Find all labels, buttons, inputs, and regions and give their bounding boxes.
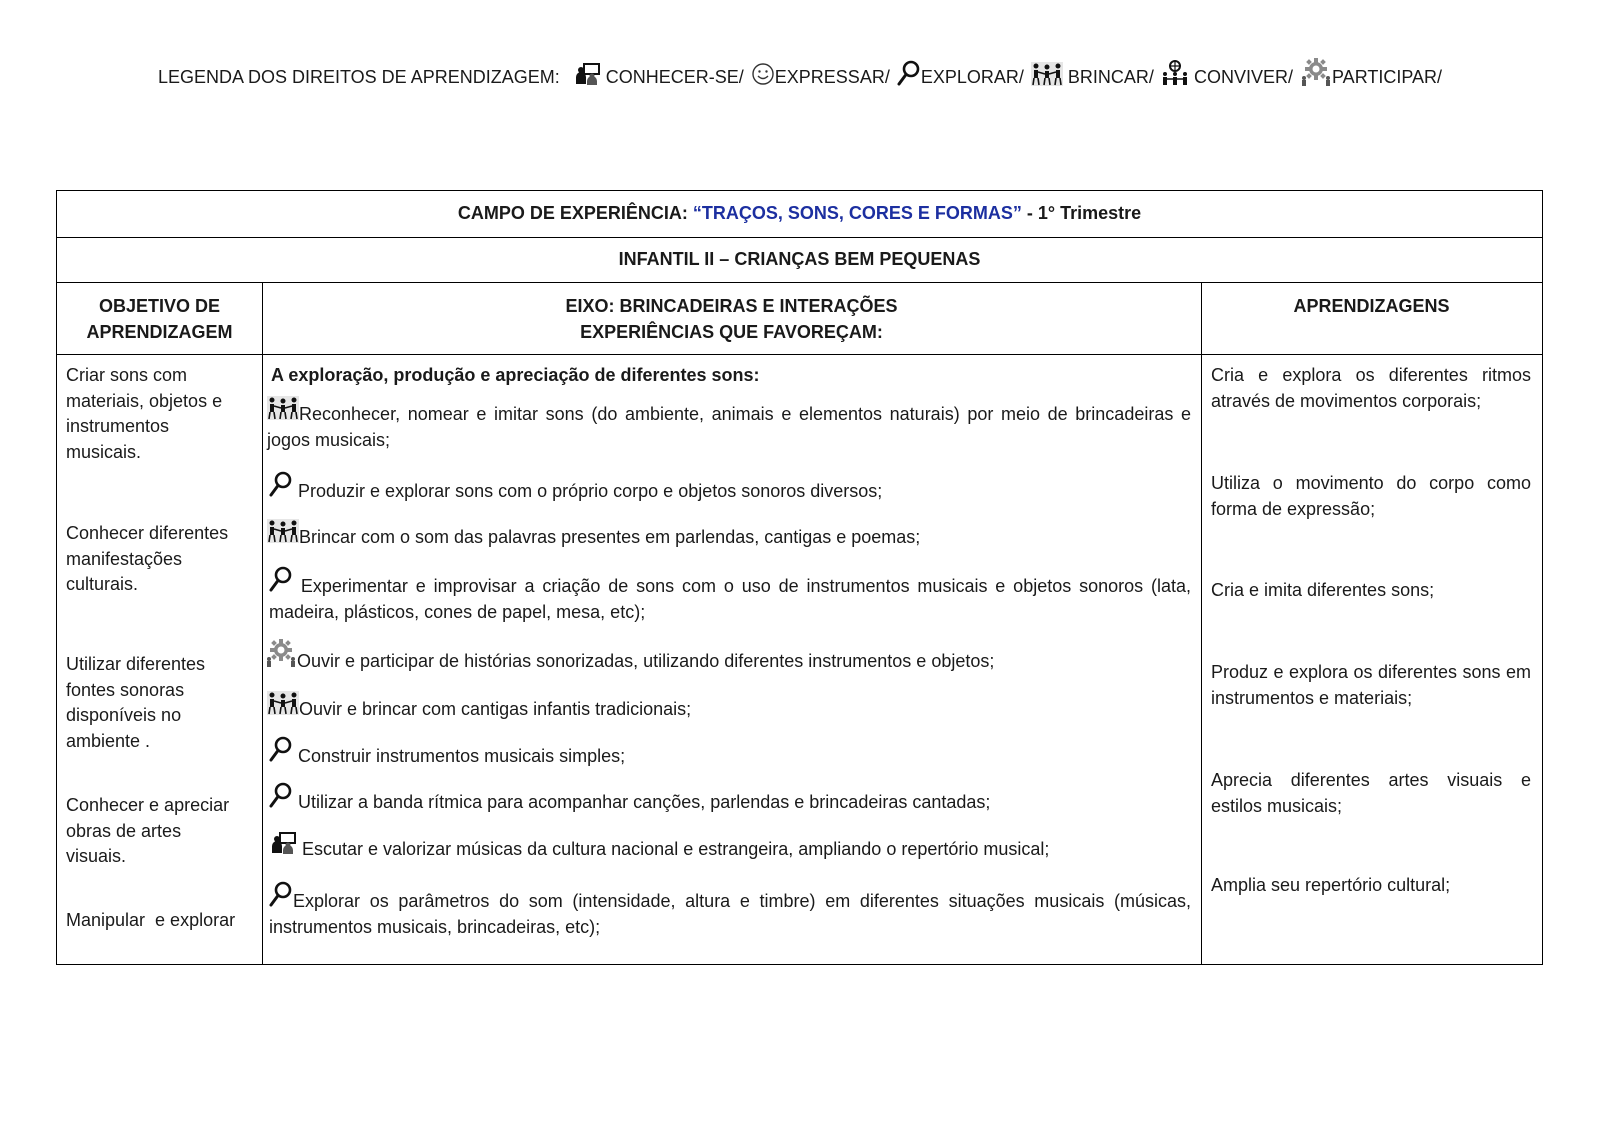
objetivo-item: Manipular e explorar bbox=[66, 910, 236, 930]
aprendizagem-item: Cria e explora os diferentes ritmos através de movimentos corporais; bbox=[1211, 365, 1531, 411]
eixo-header-line: EIXO: BRINCADEIRAS E INTERAÇÕES bbox=[565, 296, 898, 316]
aprendizagem-item: Produz e explora os diferentes sons em instrumentos e materiais; bbox=[1211, 662, 1531, 708]
experiencia-item bbox=[269, 471, 1191, 505]
playing-children-icon bbox=[267, 396, 299, 420]
experiencia-item bbox=[271, 831, 1191, 863]
experiencia-item bbox=[269, 782, 1191, 816]
magnifier-icon bbox=[269, 736, 293, 762]
playing-children-icon bbox=[1031, 62, 1063, 86]
smiley-icon bbox=[751, 62, 775, 86]
legend-item-explorar bbox=[897, 60, 1024, 88]
legend-item-conviver bbox=[1161, 60, 1293, 88]
aprendizagem-item: Amplia seu repertório cultural; bbox=[1211, 875, 1451, 895]
campo-prefix: CAMPO DE EXPERIÊNCIA: bbox=[457, 203, 693, 223]
magnifier-icon bbox=[269, 782, 293, 808]
experiencia-item bbox=[267, 691, 1191, 723]
experiencia-text: Construir instrumentos musicais simples; bbox=[298, 746, 626, 766]
legend-label: EXPLORAR/ bbox=[920, 67, 1024, 87]
gear-people-icon bbox=[265, 639, 297, 667]
gear-people-icon bbox=[1300, 58, 1332, 86]
experiencias-title-text: A exploração, produção e apreciação de diferentes sons: bbox=[271, 365, 760, 385]
experiencia-item bbox=[269, 736, 1191, 770]
aprendizagem-item: Utiliza o movimento do corpo como forma de expressão; bbox=[1211, 473, 1531, 519]
legend-label: CONVIVER/ bbox=[1193, 67, 1293, 87]
eixo-header-line: EXPERIÊNCIAS QUE FAVOREÇAM: bbox=[580, 322, 883, 342]
experiencia-text: Brincar com o som das palavras presentes em parlendas, cantigas e poemas; bbox=[299, 527, 921, 547]
experiencia-item bbox=[269, 881, 1191, 940]
playing-children-icon bbox=[267, 691, 299, 715]
legend-item-participar bbox=[1300, 58, 1442, 88]
experiencias-title bbox=[271, 363, 1191, 389]
legend-item-brincar bbox=[1031, 62, 1154, 88]
aprendizagens-header-line: APRENDIZAGENS bbox=[1293, 296, 1450, 316]
experiencia-text: Utilizar a banda rítmica para acompanhar canções, parlendas e brincadeiras cantadas; bbox=[298, 792, 991, 812]
objetivo-item: Conhecer diferentes manifestações culturais. bbox=[66, 523, 229, 594]
legend-item-expressar bbox=[751, 62, 890, 88]
playing-children-icon bbox=[267, 519, 299, 543]
experiencia-text: Produzir e explorar sons com o próprio corpo e objetos sonoros diversos; bbox=[298, 481, 883, 501]
eixo-header bbox=[262, 283, 1201, 355]
campo-name: “TRAÇOS, SONS, CORES E FORMAS” bbox=[692, 203, 1022, 223]
aprendizagem-item: Aprecia diferentes artes visuais e estilos musicais; bbox=[1211, 770, 1531, 816]
legend bbox=[0, 58, 1600, 88]
experiencia-item bbox=[265, 639, 1191, 675]
experiencia-text: Experimentar e improvisar a criação de sons com o uso de instrumentos musicais e objetos sonoros (lata, madeira, plásticos, cones de papel, mesa, etc); bbox=[269, 576, 1191, 622]
magnifier-icon bbox=[269, 566, 293, 592]
aprendizagem-item: Cria e imita diferentes sons; bbox=[1211, 580, 1435, 600]
objetivo-item: Utilizar diferentes fontes sonoras disponíveis no ambiente . bbox=[66, 654, 206, 751]
people-board-icon bbox=[271, 831, 297, 855]
magnifier-icon bbox=[269, 881, 293, 907]
experiencia-text: Ouvir e brincar com cantigas infantis tradicionais; bbox=[299, 699, 692, 719]
legend-prefix: LEGENDA DOS DIREITOS DE APRENDIZAGEM: bbox=[157, 67, 560, 87]
experiencia-text: Explorar os parâmetros do som (intensidade, altura e timbre) em diferentes situações musicais (músicas, instrumentos musicais, brincadeiras, etc); bbox=[269, 891, 1191, 937]
campo-suffix: - 1° Trimestre bbox=[1021, 203, 1142, 223]
objetivo-item: Criar sons com materiais, objetos e instrumentos musicais. bbox=[66, 365, 223, 462]
people-board-icon bbox=[575, 62, 601, 86]
curriculum-table bbox=[56, 190, 1543, 965]
experiencia-item bbox=[267, 396, 1191, 453]
legend-label: PARTICIPAR/ bbox=[1332, 67, 1443, 87]
experiencia-text: Reconhecer, nomear e imitar sons (do ambiente, animais e elementos naturais) por meio de brincadeiras e jogos musicais; bbox=[267, 404, 1191, 450]
experiencia-item bbox=[269, 566, 1191, 625]
experiencia-text: Ouvir e participar de histórias sonorizadas, utilizando diferentes instrumentos e objetos; bbox=[297, 651, 995, 671]
column-divider bbox=[262, 283, 263, 964]
magnifier-icon bbox=[897, 60, 921, 86]
objetivo-header bbox=[57, 283, 262, 355]
legend-label: BRINCAR/ bbox=[1067, 67, 1154, 87]
column-divider bbox=[1201, 283, 1202, 964]
objetivo-header-line: OBJETIVO DE bbox=[98, 296, 221, 316]
infantil-header: INFANTIL II – CRIANÇAS BEM PEQUENAS bbox=[57, 238, 1542, 283]
experiencia-text: Escutar e valorizar músicas da cultura nacional e estrangeira, ampliando o repertório musical; bbox=[302, 839, 1050, 859]
magnifier-icon bbox=[269, 471, 293, 497]
globe-people-icon bbox=[1161, 60, 1189, 86]
legend-label: CONHECER-SE/ bbox=[605, 67, 744, 87]
experiencia-item bbox=[267, 519, 1191, 551]
objetivo-item: Conhecer e apreciar obras de artes visuais. bbox=[66, 795, 230, 866]
legend-label: EXPRESSAR/ bbox=[774, 67, 890, 87]
aprendizagens-header bbox=[1201, 283, 1542, 355]
campo-header bbox=[57, 191, 1542, 238]
legend-item-conhecer bbox=[575, 62, 744, 88]
objetivo-header-line: APRENDIZAGEM bbox=[86, 322, 233, 342]
